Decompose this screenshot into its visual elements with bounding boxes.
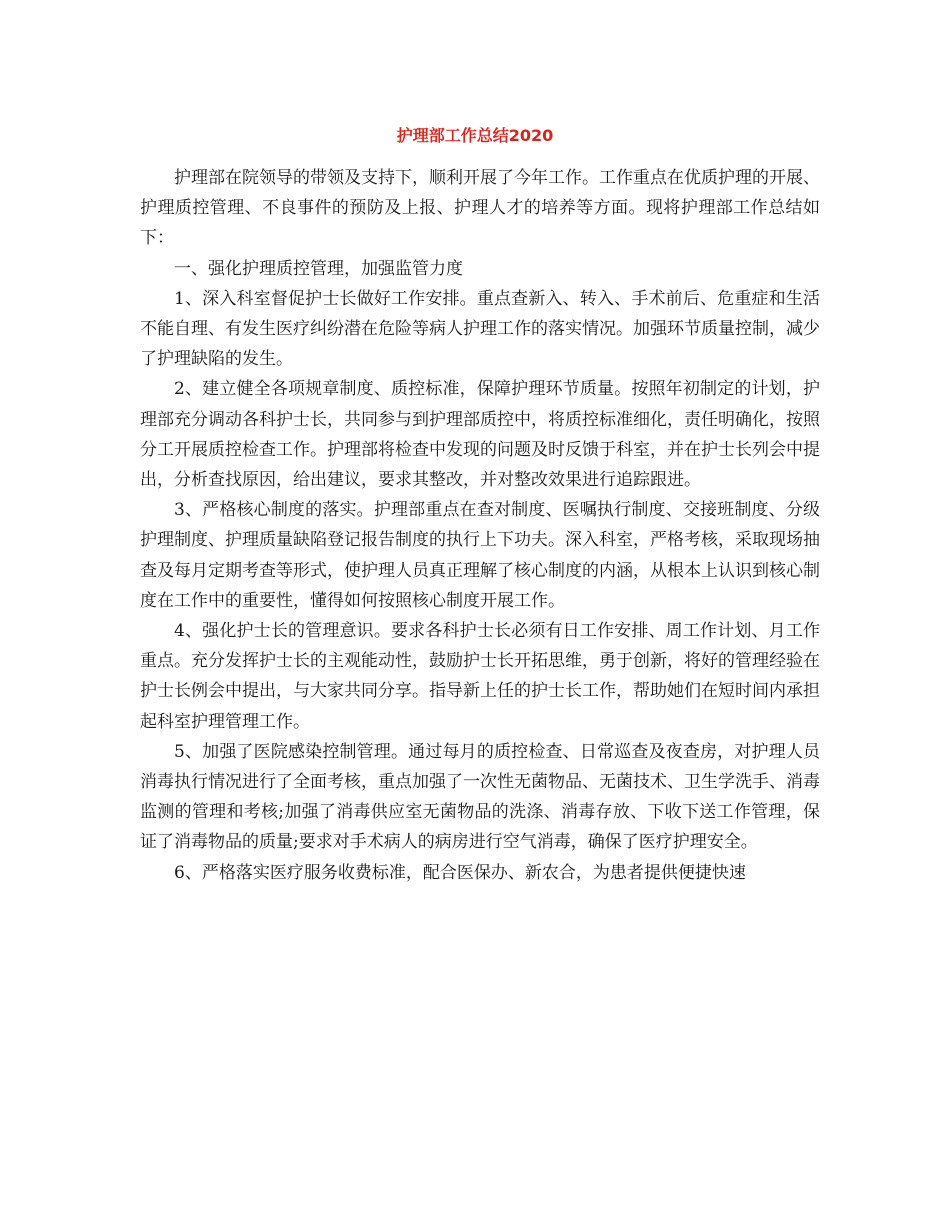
- paragraph-intro: 护理部在院领导的带领及支持下，顺利开展了今年工作。工作重点在优质护理的开展、护理质控管理、不良事件的预防及上报、护理人才的培养等方面。现将护理部工作总结如下：: [140, 168, 820, 249]
- paragraph-item-5: 5、加强了医院感染控制管理。通过每月的质控检查、日常巡查及夜查房，对护理人员消毒执行情况进行了全面考核，重点加强了一次性无菌物品、无菌技术、卫生学洗手、消毒监测的管理和考核;加强了消毒供应室无菌物品的洗涤、消毒存放、下收下送工作管理，保证了消毒物品的质量;要求对手术病人的病房进行空气消毒，确保了医疗护理安全。: [140, 741, 820, 853]
- paragraph-item-4: 4、强化护士长的管理意识。要求各科护士长必须有日工作安排、周工作计划、月工作重点。充分发挥护士长的主观能动性，鼓励护士长开拓思维，勇于创新，将好的管理经验在护士长例会中提出，与大家共同分享。指导新上任的护士长工作，帮助她们在短时间内承担起科室护理管理工作。: [140, 621, 820, 732]
- document-body: [140, 163, 820, 888]
- paragraph-item-3: 3、严格核心制度的落实。护理部重点在查对制度、医嘱执行制度、交接班制度、分级护理制度、护理质量缺陷登记报告制度的执行上下功夫。深入科室，严格考核，采取现场抽查及每月定期考查等形式，使护理人员真正理解了核心制度的内涵，从根本上认识到核心制度在工作中的重要性，懂得如何按照核心制度开展工作。: [140, 500, 820, 611]
- paragraph-item-1: 1、深入科室督促护士长做好工作安排。重点查新入、转入、手术前后、危重症和生活不能自理、有发生医疗纠纷潜在危险等病人护理工作的落实情况。加强环节质量控制，减少了护理缺陷的发生。: [140, 288, 820, 370]
- paragraph-item-2: 2、建立健全各项规章制度、质控标准，保障护理环节质量。按照年初制定的计划，护理部充分调动各科护士长，共同参与到护理部质控中，将质控标准细化，责任明确化，按照分工开展质控检查工作。护理部将检查中发现的问题及时反馈于科室，并在护士长列会中提出，分析查找原因，给出建议，要求其整改，并对整改效果进行追踪跟进。: [140, 379, 820, 491]
- section-heading-1: 一、强化护理质控管理，加强监管力度: [174, 258, 463, 279]
- document-title: 护理部工作总结2020: [396, 126, 554, 145]
- paragraph-item-6: 6、严格落实医疗服务收费标准，配合医保办、新农合，为患者提供便捷快速: [174, 862, 746, 883]
